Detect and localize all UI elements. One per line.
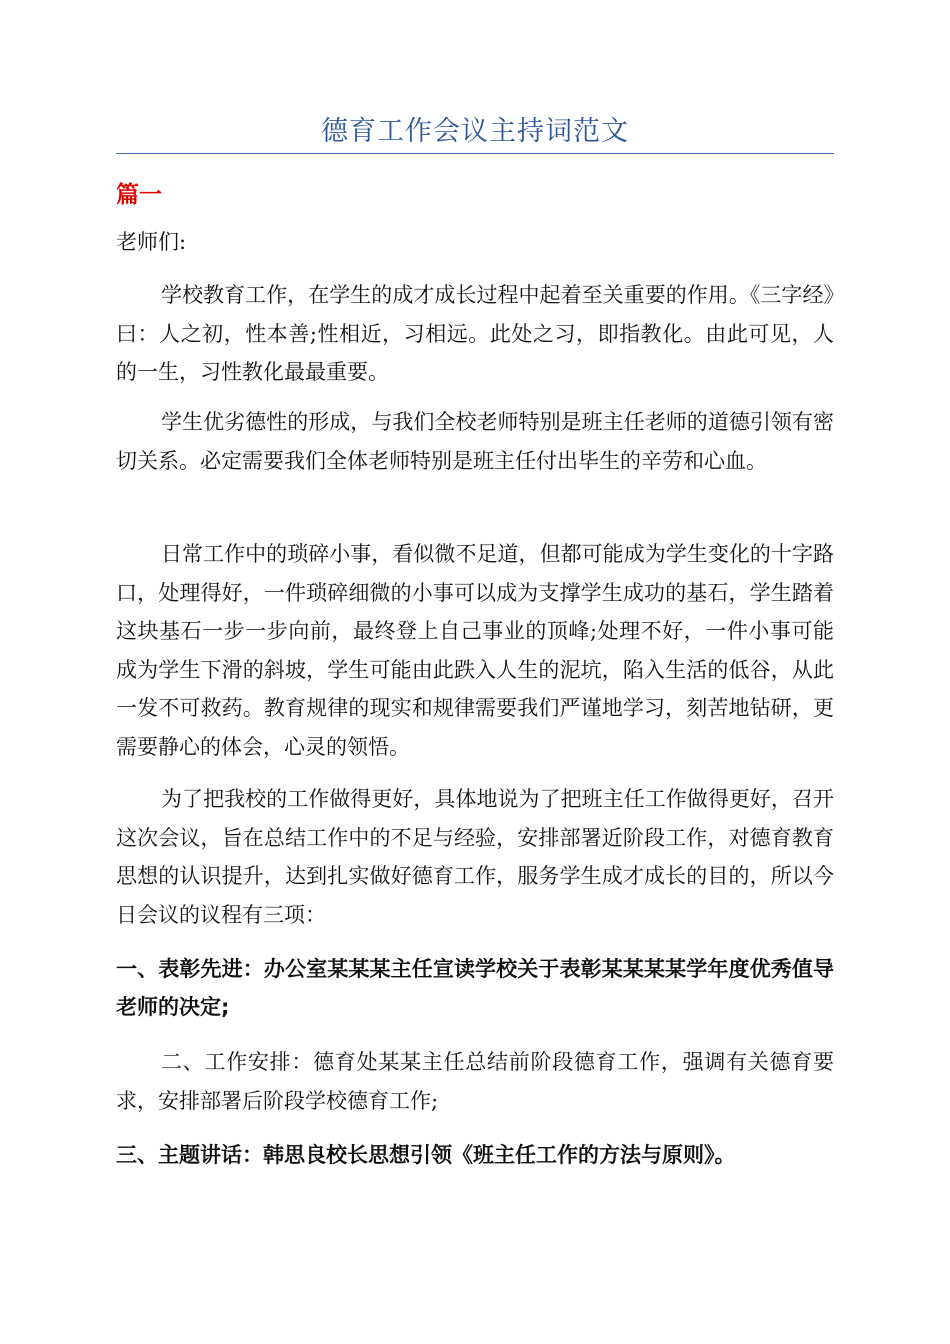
agenda-item-work-arrangement: 二、工作安排：德育处某某主任总结前阶段德育工作，强调有关德育要求，安排部署后阶段学校德育工作;	[116, 1050, 834, 1113]
paragraph-4: 为了把我校的工作做得更好，具体地说为了把班主任工作做得更好，召开这次会议，旨在总结工作中的不足与经验，安排部署近阶段工作，对德育教育思想的认识提升，达到扎实做好德育工作，服务学生成才成长的目的，所以今日会议的议程有三项：	[116, 787, 834, 927]
paragraph-2: 学生优劣德性的形成，与我们全校老师特别是班主任老师的道德引领有密切关系。必定需要我们全体老师特别是班主任付出毕生的辛劳和心血。	[116, 410, 834, 473]
agenda-item-commendation: 一、表彰先进：办公室某某某主任宣读学校关于表彰某某某某学年度优秀值导老师的决定;	[116, 957, 834, 1019]
document-title: 德育工作会议主持词范文	[321, 116, 629, 147]
agenda-item-keynote-speech: 三、主题讲话：韩思良校长思想引领《班主任工作的方法与原则》。	[116, 1143, 736, 1167]
salutation: 老师们:	[116, 230, 187, 254]
section-heading: 篇一	[116, 182, 162, 208]
paragraph-3: 日常工作中的琐碎小事，看似微不足道，但都可能成为学生变化的十字路口，处理得好，一件琐碎细微的小事可以成为支撑学生成功的基石，学生踏着这块基石一步一步向前，最终登上自己事业的顶峰;处理不好，一件小事可能成为学生下滑的斜坡，学生可能由此跌入人生的泥坑，陷入生活的低谷，从此一发不可救药。教育规律的现实和规律需要我们严谨地学习，刻苦地钻研，更需要静心的体会，心灵的领悟。	[116, 542, 834, 759]
paragraph-1: 学校教育工作，在学生的成才成长过程中起着至关重要的作用。《三字经》曰：人之初，性本善;性相近，习相远。此处之习，即指教化。由此可见，人的一生，习性教化最最重要。	[116, 283, 834, 384]
title-underline-divider	[116, 153, 834, 154]
